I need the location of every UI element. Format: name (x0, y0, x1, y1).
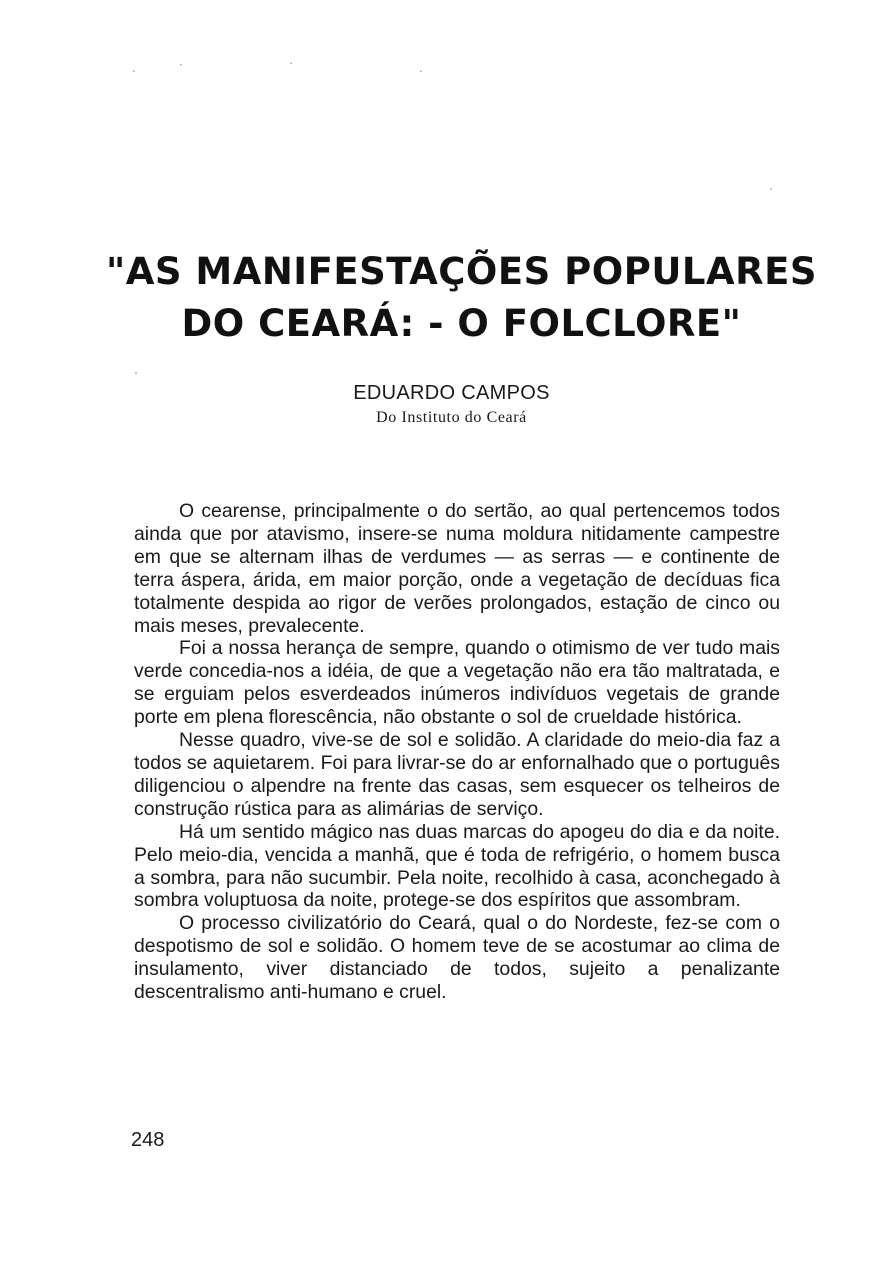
paragraph: Foi a nossa herança de sempre, quando o otimismo de ver tudo mais verde concedia-nos a idéia, de que a vegetação não era tão maltratada, e se erguiam pelos esverdeados inúmeros indivíduos vegetais de grande porte em plena florescência, não obstante o sol de crueldade histórica. (134, 637, 780, 729)
title-line-1: "AS MANIFESTAÇÕES POPULARES (105, 250, 818, 293)
scan-speck (133, 70, 135, 72)
paragraph: Nesse quadro, vive-se de sol e solidão. A claridade do meio-dia faz a todos se aquietarem. Foi para livrar-se do ar enfornalhado que o português diligenciou o alpendre na frente das casas, sem esquecer os telheiros de construção rústica para as alimárias de serviço. (134, 729, 780, 820)
scan-speck (420, 70, 422, 72)
scan-speck (135, 372, 137, 374)
author-name: EDUARDO CAMPOS (353, 382, 550, 404)
paragraph: O cearense, principalmente o do sertão, ao qual pertencemos todos ainda que por atavismo, insere-se numa moldura nitidamente campestre em que se alternam ilhas de verdumes — as serras — e continente de terra áspera, árida, em maior porção, onde a vegetação de decíduas fica totalmente despida ao rigor de verões prolongados, estação de cinco ou mais meses, prevalecente. (134, 500, 780, 637)
paragraph: O processo civilizatório do Ceará, qual o do Nordeste, fez-se com o despotismo de sol e solidão. O homem teve de se acostumar ao clima de insulamento, viver distanciado de todos, sujeito a penalizante descentralismo anti-humano e cruel. (134, 912, 780, 1004)
page-number: 248 (131, 1129, 165, 1151)
scan-speck (290, 62, 292, 64)
article-title (0, 246, 893, 350)
scan-speck (180, 64, 182, 66)
title-line-2: DO CEARÁ: - O FOLCLORE" (181, 302, 742, 345)
author-affiliation: Do Instituto do Ceará (376, 409, 527, 426)
paragraph: Há um sentido mágico nas duas marcas do apogeu do dia e da noite. Pelo meio-dia, vencida a manhã, que é toda de refrigério, o homem busca a sombra, para não sucumbir. Pela noite, recolhido à casa, aconchegado à sombra voluptuosa da noite, protege-se dos espíritos que assombram. (134, 820, 780, 912)
scan-speck (770, 188, 772, 190)
article-body (134, 500, 780, 1004)
